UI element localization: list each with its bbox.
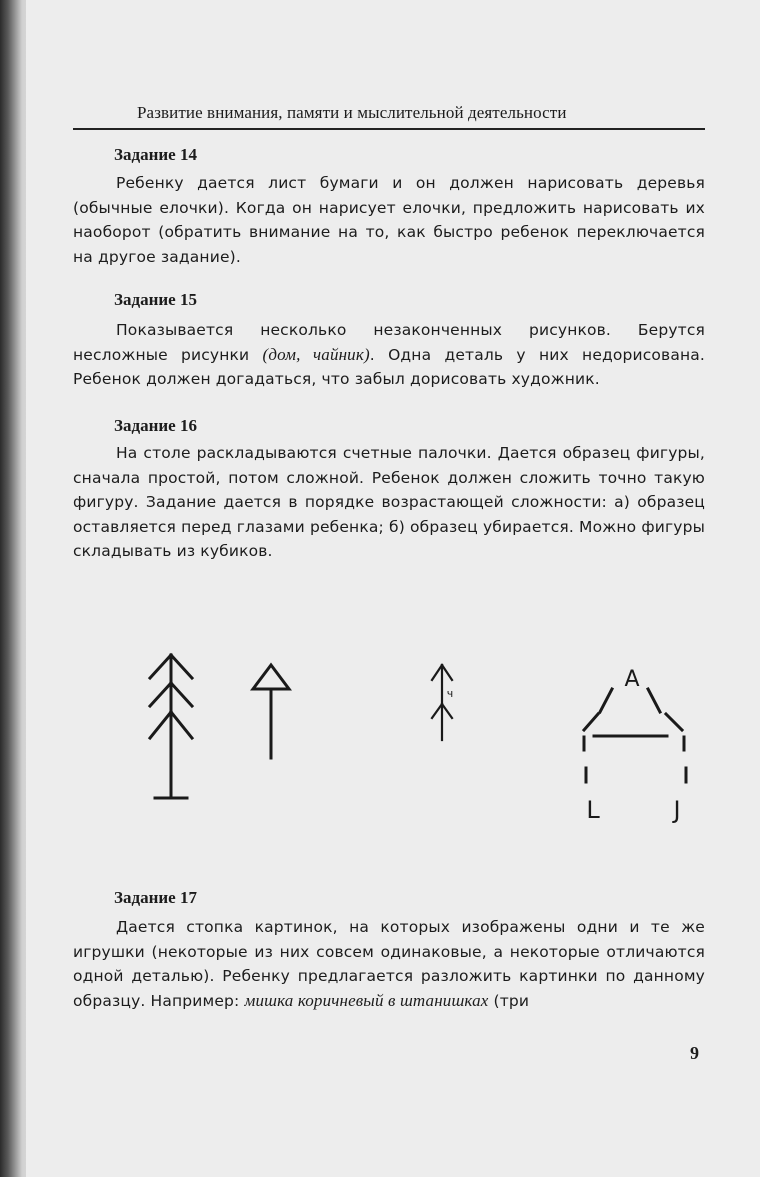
task15-text (73, 318, 705, 392)
running-header: Развитие внимания, памяти и мыслительной деятельности (137, 103, 567, 122)
figure-label-j: J (673, 796, 681, 824)
page-number: 9 (690, 1043, 699, 1063)
task17-heading: Задание 17 (114, 888, 197, 907)
task16-heading: Задание 16 (114, 416, 197, 435)
task17-text-italic: мишка коричневый в штанишках (244, 990, 489, 1010)
task16-text: На столе раскладываются счетные палочки. Дается образец фигуры, сначала простой, потом сложной. Ребенок должен сложить точно такую фигуру. Задание дается в порядке возрастающей сложности: а) образец оставляется перед глазами ребенка; б) образец убирается. Можно фигуры складывать из кубиков. (73, 444, 705, 560)
task15-text-after: . Одна деталь у них недорисована. Ребенок должен догадаться, что забыл дорисовать художник. (73, 345, 705, 388)
figure-tree (150, 655, 192, 798)
task14-body (73, 171, 705, 269)
task15-text-italic: (дом, чайник) (262, 344, 370, 364)
task14-text: Ребенку дается лист бумаги и он должен нарисовать деревья (обычные елочки). Когда он нарисует елочки, предложить нарисовать их наоборот (обратить внимание на то, как быстро ребенок переключается на другое задание). (73, 174, 705, 266)
task15-body (73, 318, 705, 392)
stick-figures (0, 600, 760, 840)
task17-text (73, 915, 705, 1013)
task15-heading: Задание 15 (114, 290, 197, 309)
task17-text-before: Дается стопка картинок, на которых изображены одни и те же игрушки (некоторые из них совсем одинаковые, а некоторые отличаются одной деталью). Ребенку предлагается разложить картинки по данному образцу. Например: (73, 918, 705, 1010)
figure-label-ch: ч (446, 687, 454, 700)
figure-arrow (253, 665, 289, 758)
task14-heading: Задание 14 (114, 145, 197, 164)
task17-text-after: (три (488, 991, 530, 1010)
task15-text-before: Показывается несколько незаконченных рисунков. Берутся несложные рисунки (73, 321, 705, 364)
figure-label-l: L (586, 796, 600, 824)
figure-label-a: A (624, 667, 640, 692)
task16-body (73, 441, 705, 564)
header-rule (73, 128, 705, 130)
figure-house (584, 689, 686, 782)
task17-body (73, 915, 705, 1013)
figure-small-tree (432, 665, 452, 740)
